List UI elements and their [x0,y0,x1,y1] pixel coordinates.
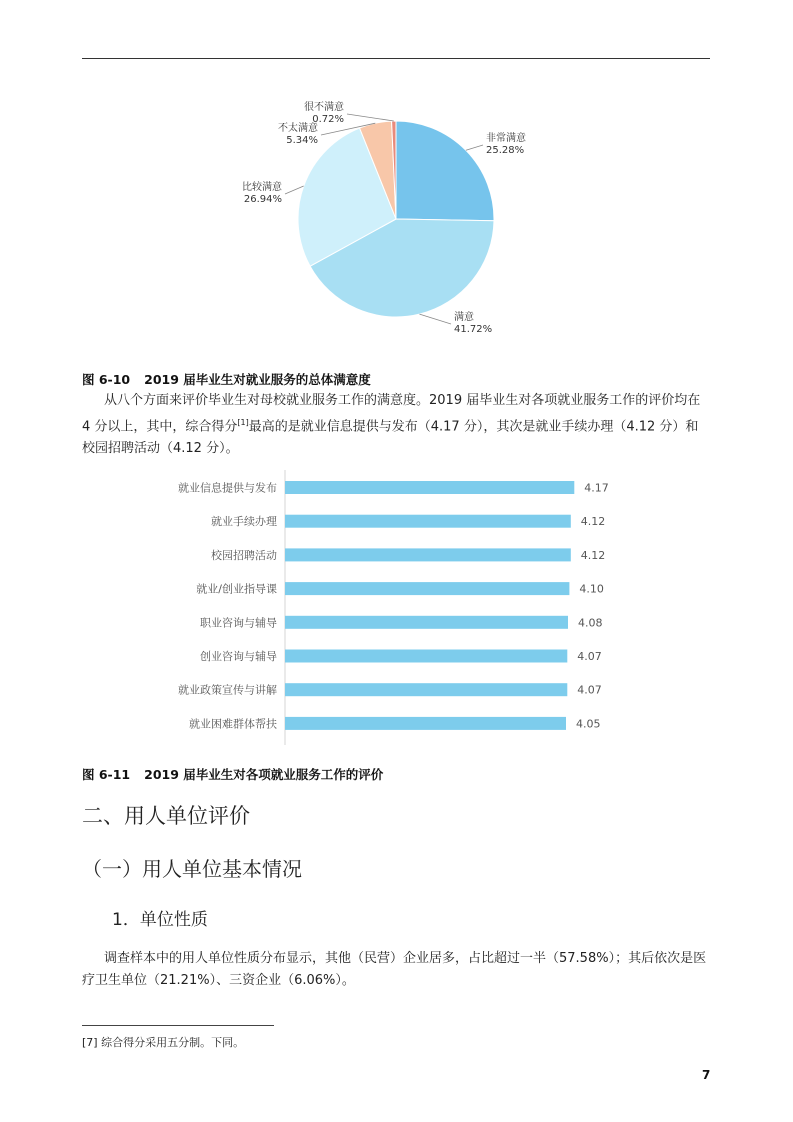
bar [285,717,566,730]
pie-value-label: 0.72% [312,114,344,125]
pie-leader-line [466,145,483,150]
footnote: [7] 综合得分采用五分制。下同。 [82,1036,245,1049]
pie-value-label: 5.34% [286,135,318,146]
subsection-heading: （一）用人单位基本情况 [82,857,302,881]
caption-number: 图 6-11 [82,767,131,782]
bar [285,548,571,561]
figure-caption-6-10 [82,370,371,388]
pie-slice [396,121,494,221]
intro-paragraph: 从八个方面来评价毕业生对母校就业服务工作的满意度。2019 届毕业生对各项就业服务工作的评价均在 4 分以上，其中，综合得分[1]最高的是就业信息提供与发布（4.17 分），其次是就业手续办理（4.12 分）和校园招聘活动（4.12 分）。 [82,393,701,457]
bar-value-label: 4.17 [584,481,609,495]
pie-chart [220,95,580,345]
bar-chart [160,465,640,750]
bar-value-label: 4.08 [578,616,603,630]
pie-leader-line [420,314,452,324]
footnote-rule [82,1025,274,1026]
pie-leader-line [347,114,394,121]
bar-value-label: 4.07 [577,683,602,697]
bar [285,650,567,663]
caption-number: 图 6-10 [82,372,131,387]
bar-category-label: 就业手续办理 [211,515,277,529]
bar [285,582,569,595]
pie-category-label: 满意 [454,312,474,323]
pie-value-label: 41.72% [454,324,493,335]
pie-value-label: 25.28% [486,145,525,156]
body-paragraph: 调查样本中的用人单位性质分布显示，其他（民营）企业居多，占比超过一半（57.58%）；其后依次是医疗卫生单位（21.21%）、三资企业（6.06%）。 [82,951,707,988]
bar [285,515,571,528]
bar-category-label: 就业/创业指导课 [196,582,277,596]
bar [285,616,568,629]
bar-value-label: 4.12 [580,548,606,562]
bar-value-label: 4.05 [576,717,601,731]
page-number: 7 [702,1068,711,1082]
bar-value-label: 4.10 [579,582,604,596]
bar-group [178,481,609,731]
pie-leader-line [285,186,304,194]
bar-category-label: 创业咨询与辅导 [200,650,277,663]
pie-category-label: 不太满意 [278,123,318,134]
header-rule [82,58,710,59]
bar-category-label: 就业政策宣传与讲解 [178,683,277,697]
pie-slices [298,121,494,317]
section-heading: 二、用人单位评价 [82,804,250,828]
bar-category-label: 就业困难群体帮扶 [189,717,277,731]
bar-category-label: 校园招聘活动 [211,548,277,562]
pie-category-label: 比较满意 [242,182,282,193]
bar-value-label: 4.12 [580,515,606,529]
pie-value-label: 26.94% [243,194,282,205]
bar-value-label: 4.07 [577,650,602,663]
figure-caption-6-11 [82,765,383,783]
pie-category-label: 非常满意 [486,133,526,144]
pie-category-label: 很不满意 [304,102,344,113]
bar-category-label: 就业信息提供与发布 [178,481,277,495]
bar [285,683,567,696]
bar [285,481,574,494]
caption-text: 2019 届毕业生对各项就业服务工作的评价 [144,767,384,782]
caption-text: 2019 届毕业生对就业服务的总体满意度 [144,372,371,387]
item-heading: 1．单位性质 [112,910,208,930]
bar-category-label: 职业咨询与辅导 [200,616,277,630]
